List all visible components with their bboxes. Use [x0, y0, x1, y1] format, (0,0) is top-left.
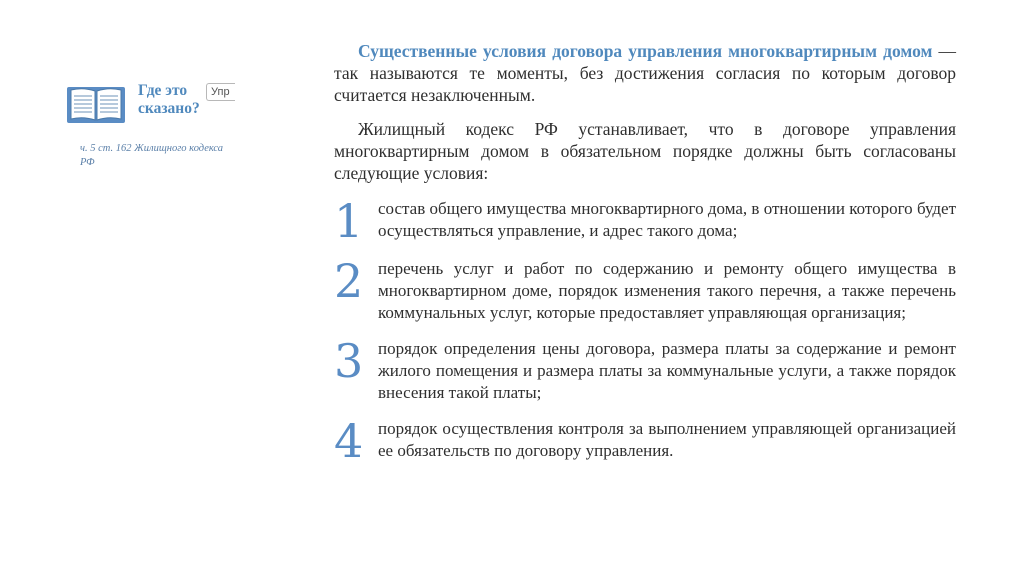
- question-heading: Где это сказано?: [138, 82, 200, 117]
- item-number: 4: [334, 414, 364, 468]
- law-reference: ч. 5 ст. 162 Жилищного кодекса РФ: [80, 143, 224, 168]
- list-item: [334, 194, 956, 248]
- intro-rest: — так называются те моменты, без достижения согласия по которым договор считается незаключенным.: [334, 41, 957, 105]
- cut-tag: Упр: [206, 83, 235, 101]
- question-row: [66, 82, 256, 124]
- code-paragraph: Жилищный кодекс РФ устанавливает, что в договоре управления многоквартирным домом в обязательном порядке должны быть согласованы следующие условия:: [334, 119, 956, 183]
- item-number: 3: [334, 334, 364, 388]
- intro-paragraph: [334, 40, 956, 106]
- list-item: [334, 254, 956, 324]
- item-number: 2: [334, 254, 364, 308]
- item-text: перечень услуг и работ по содержанию и ремонту общего имущества в многоквартирном доме, порядок изменения такого перечня, а также перечень коммунальных услуг, которые предоставляет управляющая организация;: [378, 259, 956, 322]
- item-text: порядок определения цены договора, размера платы за содержание и ремонт жилого помещения и размера платы за коммунальные услуги, а также порядок внесения такой платы;: [378, 339, 956, 402]
- main-text: [334, 40, 956, 478]
- question-wrap: [138, 82, 230, 118]
- item-text: порядок осуществления контроля за выполнением управляющей организацией ее обязательств по договору управления.: [378, 419, 956, 460]
- list-item: [334, 414, 956, 468]
- sidebar-note: [66, 82, 256, 170]
- book-icon: [66, 84, 126, 124]
- item-number: 1: [334, 194, 364, 248]
- conditions-list: [334, 194, 956, 468]
- item-text: состав общего имущества многоквартирного дома, в отношении которого будет осуществляться управление, и адрес такого дома;: [378, 199, 956, 240]
- list-item: [334, 334, 956, 404]
- term-highlight: Существенные условия договора управления многоквартирным домом: [358, 41, 933, 61]
